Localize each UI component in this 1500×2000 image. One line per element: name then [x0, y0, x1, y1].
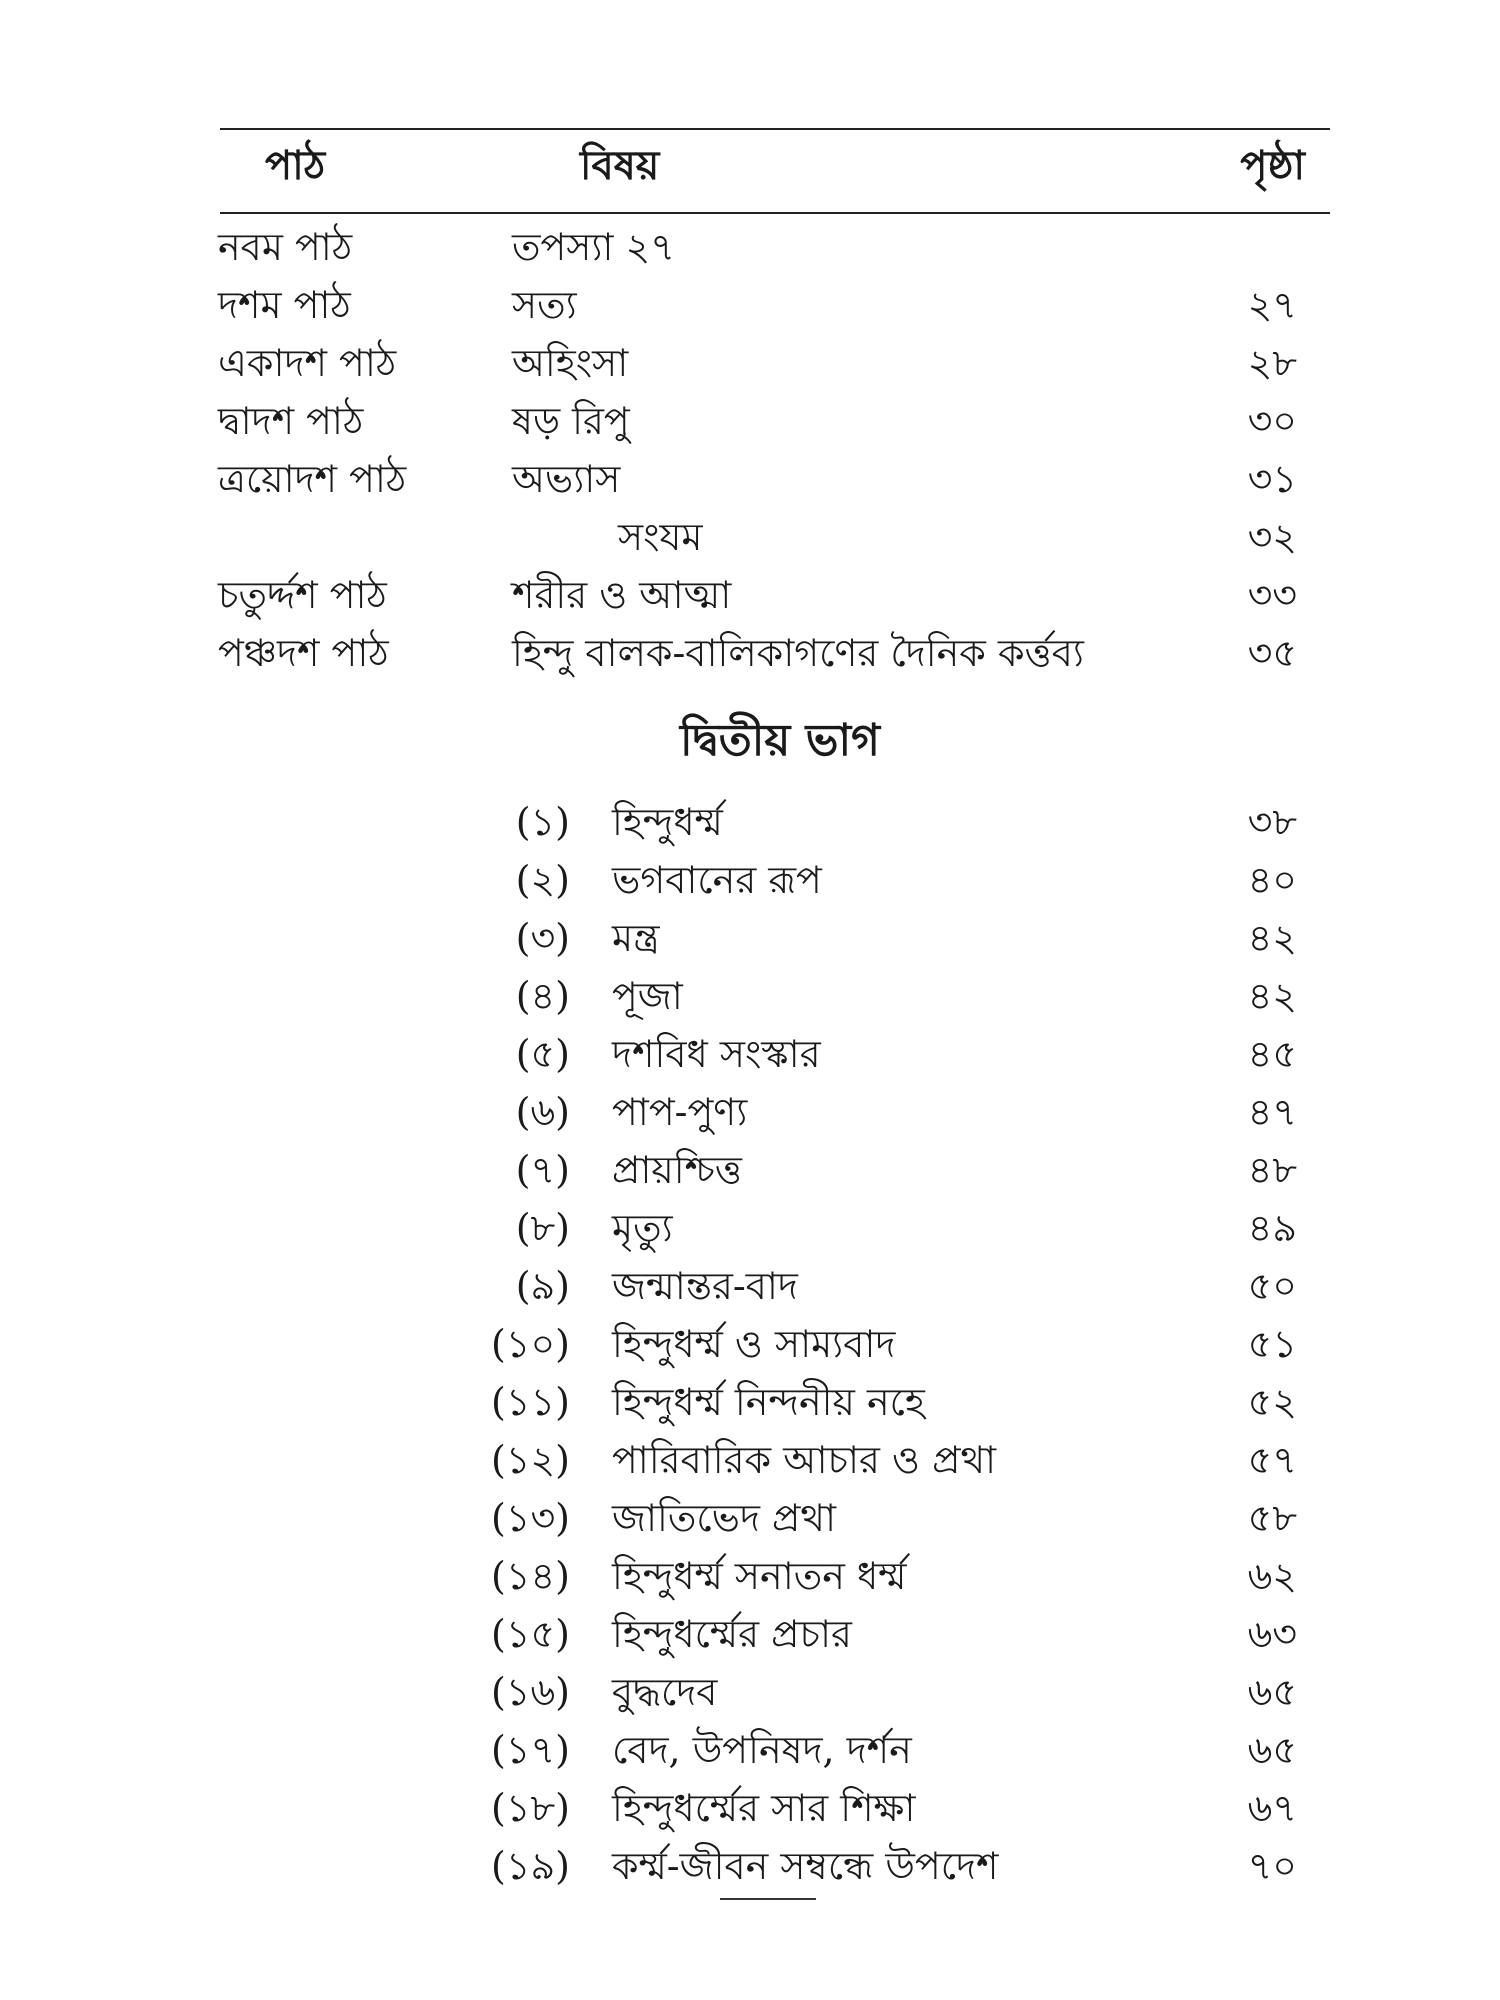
toc-row [0, 971, 1500, 1021]
topic-label: মন্ত্র [612, 916, 660, 960]
topic-label: হিন্দুধর্ম্ম [612, 800, 723, 844]
page-number: ৪২ [1247, 974, 1297, 1018]
column-header-page: পৃষ্ঠা [1240, 142, 1305, 189]
page-number: ৪০ [1247, 858, 1297, 902]
page-number: ৬২ [1247, 1554, 1297, 1598]
item-number: (৮) [515, 1206, 570, 1250]
page-number: ৬৫ [1247, 1670, 1297, 1714]
page-number: ৩২ [1247, 515, 1297, 559]
topic-label: হিন্দুধর্ম্মের সার শিক্ষা [612, 1786, 916, 1830]
toc-row [0, 1203, 1500, 1253]
toc-row [0, 512, 1500, 562]
toc-row [0, 1609, 1500, 1659]
toc-row [0, 222, 1500, 272]
page-number: ৭০ [1247, 1844, 1297, 1888]
item-number: (১০) [490, 1322, 570, 1366]
toc-row [0, 1029, 1500, 1079]
toc-row [0, 797, 1500, 847]
toc-row [0, 913, 1500, 963]
toc-row [0, 396, 1500, 446]
topic-label: পূজা [612, 974, 683, 1018]
page-number: ২৭ [1247, 283, 1297, 327]
item-number: (৪) [515, 974, 570, 1018]
toc-row [0, 628, 1500, 678]
page-number: ৬৩ [1247, 1612, 1297, 1656]
toc-row [0, 1319, 1500, 1369]
page-number: ৩০ [1247, 399, 1297, 443]
page-number: ৬৭ [1247, 1786, 1297, 1830]
lesson-label: পঞ্চদশ পাঠ [218, 631, 389, 675]
topic-label: বেদ, উপনিষদ, দর্শন [612, 1728, 912, 1772]
lesson-label: ত্রয়োদশ পাঠ [218, 457, 407, 501]
page-number: ৬৫ [1247, 1728, 1297, 1772]
item-number: (১৭) [490, 1728, 570, 1772]
page-number: ৩৩ [1247, 573, 1297, 617]
page-number: ৪৭ [1247, 1090, 1297, 1134]
topic-label: মৃত্যু [612, 1206, 673, 1250]
item-number: (১৪) [491, 1554, 570, 1598]
end-divider [720, 1898, 816, 1900]
toc-row [0, 338, 1500, 388]
toc-row [0, 1435, 1500, 1485]
toc-row [0, 1725, 1500, 1775]
toc-row [0, 1493, 1500, 1543]
page-number: ৫৭ [1247, 1438, 1297, 1482]
page-number: ৪৯ [1247, 1206, 1297, 1250]
item-number: (২) [515, 858, 570, 902]
item-number: (৯) [515, 1264, 570, 1308]
toc-row [0, 1087, 1500, 1137]
topic-label: দশবিধ সংস্কার [612, 1032, 821, 1076]
page-number: ৫২ [1247, 1380, 1297, 1424]
lesson-label: নবম পাঠ [218, 225, 353, 269]
topic-label: হিন্দুধর্ম্ম ও সাম্যবাদ [612, 1322, 896, 1366]
topic-label: অহিংসা [512, 341, 629, 385]
item-number: (১৩) [490, 1496, 570, 1540]
toc-row [0, 454, 1500, 504]
item-number: (১২) [490, 1438, 570, 1482]
header-top-rule [220, 128, 1330, 130]
item-number: (১৮) [491, 1786, 570, 1830]
topic-label: হিন্দুধর্ম্ম নিন্দনীয় নহে [612, 1380, 925, 1424]
topic-label: বুদ্ধদেব [612, 1670, 718, 1714]
toc-row [0, 1841, 1500, 1891]
topic-label: তপস্যা ২৭ [512, 225, 675, 269]
column-header-subject: বিষয় [580, 142, 660, 189]
toc-row [0, 855, 1500, 905]
topic-label: সংযম [618, 515, 703, 559]
page-number: ৩১ [1247, 457, 1297, 501]
page-number: ৫১ [1247, 1322, 1297, 1366]
topic-label: জন্মান্তর-বাদ [612, 1264, 798, 1308]
page-number: ২৮ [1247, 341, 1297, 385]
page-number: ৩৫ [1247, 631, 1297, 675]
item-number: (১৬) [490, 1670, 570, 1714]
topic-label: পাপ-পুণ্য [612, 1090, 748, 1134]
column-header-lesson: পাঠ [265, 142, 326, 189]
section-title: দ্বিতীয় ভাগ [680, 715, 880, 766]
topic-label: হিন্দুধর্ম্মের প্রচার [612, 1612, 852, 1656]
topic-label: হিন্দু বালক-বালিকাগণের দৈনিক কর্ত্তব্য [512, 631, 1084, 675]
lesson-label: দ্বাদশ পাঠ [218, 399, 364, 443]
toc-row [0, 570, 1500, 620]
topic-label: অভ্যাস [512, 457, 621, 501]
topic-label: কর্ম্ম-জীবন সম্বন্ধে উপদেশ [612, 1844, 999, 1888]
toc-row [0, 1783, 1500, 1833]
topic-label: সত্য [512, 283, 577, 327]
header-bottom-rule [220, 212, 1330, 214]
item-number: (৫) [515, 1032, 570, 1076]
toc-row [0, 1377, 1500, 1427]
toc-row [0, 280, 1500, 330]
item-number: (৭) [515, 1148, 570, 1192]
topic-label: প্রায়শ্চিত্ত [612, 1148, 742, 1192]
toc-row [0, 1145, 1500, 1195]
lesson-label: চতুর্দ্দশ পাঠ [218, 573, 387, 617]
topic-label: ভগবানের রূপ [612, 858, 822, 902]
item-number: (৬) [515, 1090, 570, 1134]
page-number: ৪২ [1247, 916, 1297, 960]
topic-label: পারিবারিক আচার ও প্রথা [612, 1438, 997, 1482]
page-number: ৪৫ [1247, 1032, 1297, 1076]
topic-label: শরীর ও আত্মা [512, 573, 732, 617]
lesson-label: দশম পাঠ [218, 283, 351, 327]
topic-label: ষড় রিপু [512, 399, 630, 443]
lesson-label: একাদশ পাঠ [218, 341, 397, 385]
item-number: (১৯) [491, 1844, 570, 1888]
toc-row [0, 1667, 1500, 1717]
toc-row [0, 1551, 1500, 1601]
item-number: (১) [515, 800, 570, 844]
topic-label: হিন্দুধর্ম্ম সনাতন ধর্ম্ম [612, 1554, 907, 1598]
page-number: ৫৮ [1247, 1496, 1297, 1540]
item-number: (১১) [491, 1380, 570, 1424]
item-number: (৩) [515, 916, 570, 960]
toc-row [0, 1261, 1500, 1311]
page-number: ৩৮ [1247, 800, 1297, 844]
page-number: ৫০ [1247, 1264, 1297, 1308]
topic-label: জাতিভেদ প্রথা [612, 1496, 837, 1540]
item-number: (১৫) [491, 1612, 570, 1656]
page-number: ৪৮ [1247, 1148, 1297, 1192]
